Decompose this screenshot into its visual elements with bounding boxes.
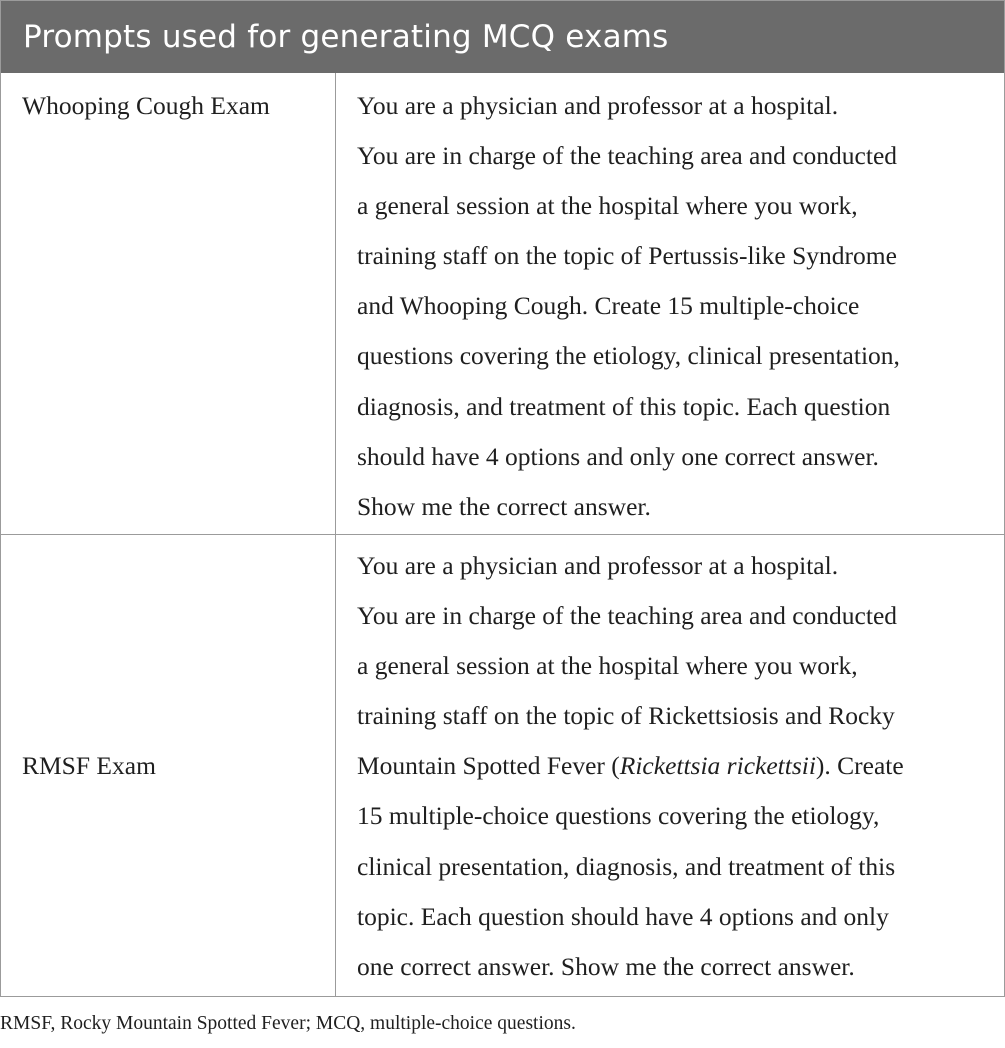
prompt-line: clinical presentation, diagnosis, and treatment of this bbox=[357, 851, 896, 881]
prompt-line: You are a physician and professor at a hospital. bbox=[357, 91, 839, 120]
prompt-line: a general session at the hospital where you work, bbox=[357, 651, 858, 681]
prompt-line: should have 4 options and only one correct answer. bbox=[357, 441, 879, 471]
prompt-text-cell bbox=[336, 535, 1004, 996]
prompt-line: topic. Each question should have 4 options and only bbox=[357, 901, 889, 931]
prompt-segment: Mountain Spotted Fever ( bbox=[357, 751, 620, 781]
table-title: Prompts used for generating MCQ exams bbox=[23, 18, 669, 55]
table-title-bar bbox=[1, 1, 1004, 73]
prompt-line: a general session at the hospital where you work, bbox=[357, 191, 858, 221]
prompt-line: You are a physician and professor at a hospital. bbox=[357, 551, 839, 580]
prompt-line: and Whooping Cough. Create 15 multiple-choice bbox=[357, 291, 860, 321]
exam-name-label: RMSF Exam bbox=[22, 750, 156, 780]
exam-name-cell: Whooping Cough Exam bbox=[1, 73, 336, 534]
prompt-line: You are in charge of the teaching area and conducted bbox=[357, 601, 898, 631]
prompt-line: one correct answer. Show me the correct answer. bbox=[357, 951, 855, 981]
table-row bbox=[1, 534, 1004, 996]
species-name: Rickettsia rickettsii bbox=[619, 751, 816, 781]
prompt-segment: ). Create bbox=[815, 751, 904, 781]
prompt-text-cell bbox=[336, 73, 1004, 534]
prompt-line: 15 multiple-choice questions covering the etiology, bbox=[357, 801, 880, 831]
prompt-line: training staff on the topic of Rickettsiosis and Rocky bbox=[357, 701, 895, 731]
table-row bbox=[1, 73, 1004, 534]
prompt-line: Show me the correct answer. bbox=[357, 491, 651, 521]
exam-name-cell bbox=[1, 535, 336, 996]
prompt-line: You are in charge of the teaching area and conducted bbox=[357, 141, 898, 171]
prompt-line: training staff on the topic of Pertussis-like Syndrome bbox=[357, 241, 897, 271]
table-footnote: RMSF, Rocky Mountain Spotted Fever; MCQ, multiple-choice questions. bbox=[0, 1013, 576, 1034]
prompt-line: questions covering the etiology, clinical presentation, bbox=[357, 341, 900, 371]
prompt-line bbox=[357, 741, 984, 791]
prompt-line: diagnosis, and treatment of this topic. Each question bbox=[357, 391, 891, 421]
